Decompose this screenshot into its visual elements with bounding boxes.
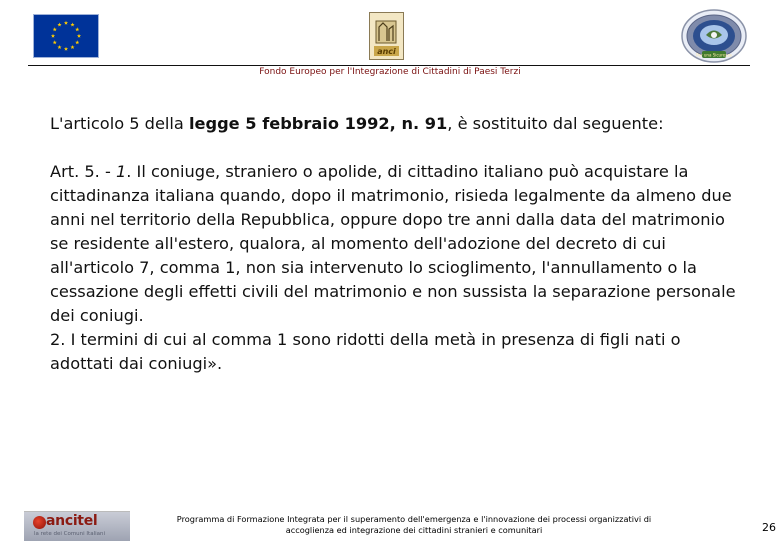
eu-star-icon <box>57 23 61 27</box>
seal-bottom-text: Per una Sicurezza <box>696 52 732 58</box>
seal-emblem-icon <box>680 8 748 64</box>
ancitel-logo <box>24 511 130 541</box>
footer-line-1: Programma di Formazione Integrata per il superamento dell'emergenza e l'innovazione dei processi organizzativi di <box>176 514 652 524</box>
intro-text-after: , è sostituito dal seguente: <box>447 114 664 133</box>
article-heading: Art. 5. - <box>50 162 116 181</box>
article-text: . Il coniuge, straniero o apolide, di cittadino italiano può acquistare la cittadinanza italiana quando, dopo il matrimonio, risieda legalmente da almeno due anni nel territorio della Repubblica, oppure dopo tre anni dalla data del matrimonio se residente all'estero, qualora, al momento dell'adozione del decreto di cui all'articolo 7, comma 1, non sia intervenuto lo scioglimento, l'annullamento o la cessazione degli effetti civili del matrimonio e non sussista la separazione personale dei coniugi. <box>50 162 736 325</box>
header-caption: Fondo Europeo per l'Integrazione di Cittadini di Paesi Terzi <box>259 67 521 77</box>
eu-flag-logo <box>33 14 99 58</box>
eu-star-icon <box>64 21 68 25</box>
seal-logo <box>680 8 748 64</box>
anci-logo-label: anci <box>377 47 396 56</box>
comma-2-paragraph: 2. I termini di cui al comma 1 sono ridotti della metà in presenza di figli nati o adottati dai coniugi». <box>50 330 681 373</box>
ancitel-mark-icon <box>33 516 46 529</box>
eu-star-icon <box>57 45 61 49</box>
eu-star-icon <box>64 47 68 51</box>
article-comma-number: 1 <box>115 162 127 181</box>
eu-star-icon <box>75 40 79 44</box>
law-reference: legge 5 febbraio 1992, n. 91 <box>188 114 448 133</box>
ancitel-logo-name: ancitel <box>46 513 98 529</box>
article-paragraph <box>50 160 740 328</box>
eu-star-icon <box>53 40 57 44</box>
eu-star-icon <box>77 34 81 38</box>
eu-star-icon <box>53 27 57 31</box>
footer-line-2: accoglienza ed integrazione dei cittadini stranieri e comunitari <box>285 525 543 535</box>
eu-star-icon <box>70 23 74 27</box>
eu-star-icon <box>75 27 79 31</box>
page-number: 26 <box>762 521 776 534</box>
eu-star-icon <box>51 34 55 38</box>
anci-logo <box>369 12 404 60</box>
intro-paragraph <box>50 112 740 136</box>
footer-program-text <box>130 514 698 536</box>
anci-emblem-icon <box>370 13 403 59</box>
main-content <box>50 112 740 376</box>
eu-star-icon <box>70 45 74 49</box>
ancitel-logo-tag: la rete dei Comuni Italiani <box>34 531 106 537</box>
eu-stars-icon <box>34 15 98 57</box>
intro-text-before: L'articolo 5 della <box>50 114 189 133</box>
